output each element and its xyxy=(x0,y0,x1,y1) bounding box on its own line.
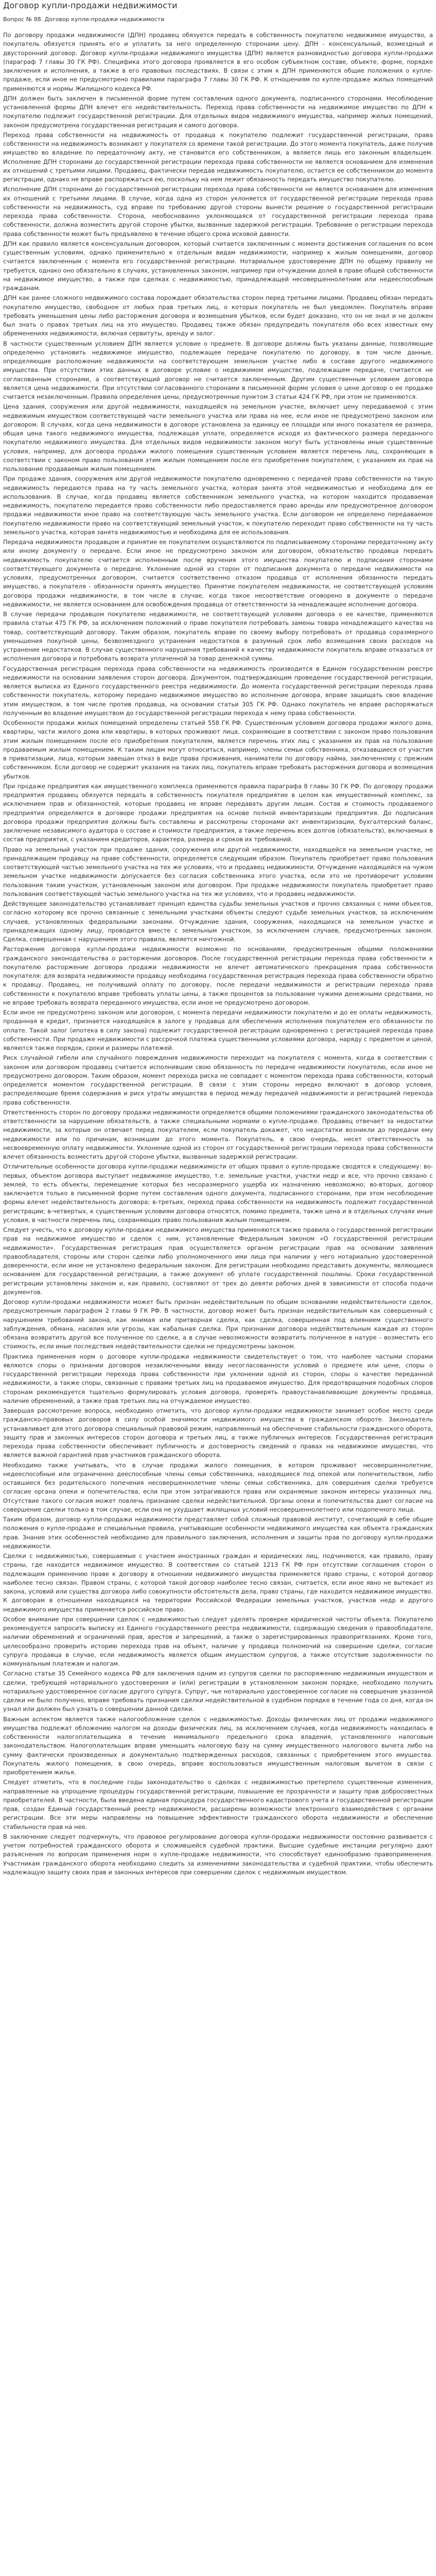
paragraph: Передача недвижимости продавцом и принятие ее покупателем осуществляются по подписываемому сторонами передаточному акту или иному документу о передаче. Если иное не предусмотрено законом или договором, обязательство продавца передать недвижимость покупателю считается исполненным после вручения этого имущества покупателю и подписания сторонами соответствующего документа о передаче. Уклонение одной из сторон от подписания документа о передаче недвижимости на условиях, предусмотренных договором, считается соответственно отказом продавца от исполнения обязанности передать имущество, а покупателя - обязанности принять имущество. Принятие покупателем недвижимости, не соответствующей условиям договора продажи недвижимости, в том числе в случае, когда такое несоответствие оговорено в документе о передаче недвижимости, не является основанием для освобождения продавца от ответственности за ненадлежащее исполнение договора. xyxy=(3,538,433,608)
paragraph: Государственная регистрация перехода права собственности на недвижимость производится в Едином государственном реестре недвижимости на основании заявления сторон договора. Документом, подтверждающим проведение государственной регистрации, является выписка из Единого государственного реестра недвижимости. До момента государственной регистрации перехода права собственности покупатель, которому передано недвижимое имущество во исполнение договора, вправе защищать свое владение этим имуществом, в том числе против продавца, на основании статьи 305 ГК РФ. Однако покупатель не вправе распоряжаться полученным во владение имуществом до государственной регистрации перехода к нему права собственности. xyxy=(3,665,433,717)
paragraph: Необходимо также учитывать, что в случае продажи жилого помещения, в котором проживают несовершеннолетние, недееспособные или ограниченно дееспособные члены семьи собственника, находящиеся под опекой или попечительством, либо оставшиеся без родительского попечения несовершеннолетние члены семьи собственника, для совершения сделки требуется согласие органа опеки и попечительства, если при этом затрагиваются права или охраняемые законом интересы указанных лиц. Отсутствие такого согласия может повлечь признание сделки недействительной. Органы опеки и попечительства дают согласие на совершение сделки только в том случае, если она не ухудшает жилищных условий несовершеннолетнего или подопечного лица. xyxy=(3,1461,433,1513)
paragraph: Особое внимание при совершении сделок с недвижимостью следует уделять проверке юридической чистоты объекта. Покупателю рекомендуется запросить выписку из Единого государственного реестра недвижимости, содержащую сведения о правообладателе, наличии обременений и ограничений прав, арестов и запрещений, а также о зарегистрированных правопритязаниях. Кроме того, целесообразно проверить историю перехода прав на объект, наличие у продавца полномочий на совершение сделки, согласие супруга продавца в случае, если недвижимость является общим имуществом супругов, а также отсутствие задолженности по коммунальным платежам и налогам. xyxy=(3,1615,433,1667)
paragraph: При продаже здания, сооружения или другой недвижимости покупателю одновременно с передачей права собственности на такую недвижимость передаются права на ту часть земельного участка, которая занята этой недвижимостью и необходима для ее использования. В случае, когда продавец является собственником земельного участка, на котором находится продаваемая недвижимость, покупателю передается право собственности либо предоставляется право аренды или предусмотренное договором продажи недвижимости иное право на соответствующую часть земельного участка. Если договором не определено передаваемое покупателю недвижимости право на соответствующий земельный участок, к покупателю переходит право собственности на ту часть земельного участка, которая занята недвижимостью и необходима для ее использования. xyxy=(3,475,433,536)
paragraph: Цена здания, сооружения или другой недвижимости, находящейся на земельном участке, включает цену передаваемой с этим недвижимым имуществом соответствующей части земельного участка или права на нее, если иное не предусмотрено законом или договором. В случаях, когда цена недвижимости в договоре установлена за единицу ее площади или иного показателя ее размера, общая цена такого недвижимого имущества, подлежащая уплате, определяется исходя из фактического размера переданного покупателю недвижимого имущества. Для отдельных видов недвижимости законом могут быть установлены иные существенные условия, например, для договора продажи жилого помещения существенным условием является перечень лиц, сохраняющих в соответствии с законом право пользования этим жилым помещением после его приобретения покупателем, с указанием их прав на пользование продаваемым жилым помещением. xyxy=(3,403,433,472)
paragraph: В частности существенным условием ДПН является условие о предмете. В договоре должны быть указаны данные, позволяющие определенно установить недвижимое имущество, подлежащее передаче покупателю по договору, в том числе данные, определяющие расположение недвижимости на соответствующем земельном участке либо в составе другого недвижимого имущества. При отсутствии этих данных в договоре условие о недвижимом имуществе, подлежащем передаче, считается не согласованным сторонами, а соответствующий договор не считается заключенным. Другим существенным условием договора является цена недвижимости. При отсутствии согласованного сторонами в письменной форме условия о цене договор о ее продаже считается незаключенным. Правила определения цены, предусмотренные пунктом 3 статьи 424 ГК РФ, при этом не применяются. xyxy=(3,340,433,400)
paragraph: Если иное не предусмотрено законом или договором, с момента передачи недвижимости покупателю и до ее оплаты недвижимость, проданная в кредит, признается находящейся в залоге у продавца для обеспечения исполнения покупателем его обязанности по оплате. Такой залог (ипотека в силу закона) подлежит государственной регистрации одновременно с регистрацией перехода права собственности. При продаже недвижимости с рассрочкой платежа существенными условиями договора, наряду с предметом и ценой, являются также порядок, сроки и размеры платежей. xyxy=(3,1009,433,1052)
paragraph: Таким образом, договор купли-продажи недвижимости представляет собой сложный правовой институт, сочетающий в себе общие положения о купле-продаже и специальные правила, учитывающие особенности недвижимого имущества как объекта гражданских прав. Знание этих особенностей необходимо для правильного заключения, исполнения и защиты прав по договору купли-продажи недвижимости. xyxy=(3,1516,433,1550)
paragraph: Ответственность сторон по договору продажи недвижимости определяется общими положениями гражданского законодательства об ответственности за нарушение обязательств, а также специальными нормами о купле-продаже. Продавец отвечает за недостатки недвижимости, за которые он отвечает перед покупателем, если покупатель докажет, что недостатки возникли до передачи ему недвижимости или по причинам, возникшим до этого момента. Покупатель, в свою очередь, несет ответственность за несвоевременную оплату недвижимости. Уклонение одной из сторон от государственной регистрации перехода права собственности влечет обязанность возместить другой стороне убытки, вызванные задержкой регистрации. xyxy=(3,1108,433,1160)
paragraph: Завершая рассмотрение вопроса, необходимо отметить, что договор купли-продажи недвижимости занимает особое место среди гражданско-правовых договоров в силу особой значимости недвижимого имущества в гражданском обороте. Законодатель устанавливает для этого договора специальный правовой режим, направленный на обеспечение стабильности гражданского оборота, защиту прав и законных интересов сторон договора и третьих лиц, а также публичных интересов. Государственная регистрация перехода права собственности обеспечивает публичность и достоверность сведений о правах на недвижимое имущество, что является важной гарантией прав участников гражданского оборота. xyxy=(3,1407,433,1459)
paragraph: Следует учесть, что к договору купли-продажи недвижимого имущества применяются также правила о государственной регистрации прав на недвижимое имущество и сделок с ним, установленные Федеральным законом «О государственной регистрации недвижимости». Государственная регистрация прав осуществляется органом регистрации прав на основании заявления правообладателя, стороны или сторон сделки либо уполномоченного ими лица при наличии у него нотариально удостоверенной доверенности, если иное не установлено федеральным законом. Для регистрации необходимо представить документы, являющиеся основанием для государственной регистрации, а также документ об уплате государственной пошлины. Сроки государственной регистрации установлены законом и, как правило, составляют от трех до девяти рабочих дней в зависимости от способа подачи документов. xyxy=(3,1226,433,1296)
paragraph: Особенности продажи жилых помещений определены статьей 558 ГК РФ. Существенным условием договора продажи жилого дома, квартиры, части жилого дома или квартиры, в которых проживают лица, сохраняющие в соответствии с законом право пользования этим жилым помещением после его приобретения покупателем, является перечень этих лиц с указанием их прав на пользование продаваемым жилым помещением. К таким лицам могут относиться, например, члены семьи собственника, отказавшиеся от участия в приватизации, лица, которым завещан отказ в виде права проживания, наниматели по договору найма, заключенному с прежним собственником. Если договор не содержит указания на таких лиц, покупатель вправе требовать расторжения договора и возмещения убытков. xyxy=(3,719,433,780)
paragraph: В случае передачи продавцом покупателю недвижимости, не соответствующей условиям договора о ее качестве, применяются правила статьи 475 ГК РФ, за исключением положений о праве покупателя потребовать замены товара ненадлежащего качества на товар, соответствующий договору. Таким образом, покупатель вправе по своему выбору потребовать от продавца соразмерного уменьшения покупной цены, безвозмездного устранения недостатков в разумный срок либо возмещения своих расходов на устранение недостатков. В случае существенного нарушения требований к качеству недвижимости покупатель вправе отказаться от исполнения договора и потребовать возврата уплаченной за товар денежной суммы. xyxy=(3,611,433,663)
paragraph: Переход права собственности на недвижимость от продавца к покупателю подлежит государственной регистрации, права собственности на недвижимость возникают у покупателя со времени такой регистрации. До этого момента покупатель, даже получив имущество во владение по передаточному акту, не становится его собственником, а является лишь его законным владельцем. Исполнение ДПН сторонами до государственной регистрации перехода права собственности не является основанием для изменения их отношений с третьими лицами. Продавец, фактически передав недвижимость покупателю, остается ее собственником до момента регистрации, однако не вправе распоряжаться ею, поскольку на нем лежит обязанность передать имущество покупателю. xyxy=(3,131,433,183)
paragraph: ДПН как правило является консенсуальным договором, который считается заключенным с момента достижения соглашения по всем существенным условиям, однако применительно к отдельным видам недвижимости, например к жилым помещениям, договор считается заключенным с момента его государственной регистрации. Нотариальное удостоверение ДПН по общему правилу не требуется, однако оно обязательно в случаях, установленных законом, например при отчуждении долей в праве общей собственности на недвижимое имущество, а также при сделках с недвижимостью, принадлежащей несовершеннолетним или недееспособным гражданам. xyxy=(3,240,433,292)
document-body xyxy=(3,31,433,1877)
paragraph: Исполнение ДПН сторонами до государственной регистрации перехода права собственности не является основанием для изменения их отношений с третьими лицами. В случае, когда одна из сторон уклоняется от государственной регистрации перехода права собственности на недвижимость, суд вправе по требованию другой стороны вынести решение о государственной регистрации перехода права собственности. Сторона, необоснованно уклоняющаяся от государственной регистрации перехода права собственности, должна возместить другой стороне убытки, вызванные задержкой регистрации. Требование о регистрации перехода права собственности может быть предъявлено в течение общего срока исковой давности. xyxy=(3,185,433,238)
paragraph: Следует отметить, что в последние годы законодательство о сделках с недвижимостью претерпело существенные изменения, направленные на упрощение процедуры государственной регистрации, повышение ее прозрачности и защиту прав добросовестных приобретателей. В частности, была введена единая процедура государственного кадастрового учета и государственной регистрации прав, создан Единый государственный реестр недвижимости, расширены возможности электронного взаимодействия с органами регистрации. Все эти меры направлены на повышение эффективности гражданского оборота недвижимости и обеспечение стабильности прав на нее. xyxy=(3,1778,433,1831)
question-heading: Вопрос № 88. Договор купли-продажи недвижимости xyxy=(3,16,165,23)
paragraph: Действующее законодательство устанавливает принцип единства судьбы земельных участков и прочно связанных с ними объектов, согласно которому все прочно связанные с земельными участками объекты следуют судьбе земельных участков, за исключением случаев, установленных федеральными законами. Отчуждение здания, сооружения, находящихся на земельном участке и принадлежащих одному лицу, проводится вместе с земельным участком, за исключением случаев, предусмотренных законом. Сделка, совершенная с нарушением этого правила, является ничтожной. xyxy=(3,900,433,943)
paragraph: По договору продажи недвижимости (ДПН) продавец обязуется передать в собственность покупателю недвижимое имущество, а покупатель обязуется принять его и уплатить за него определенную сторонами цену. ДПН - консенсуальный, возмездный и двусторонний договор. Договор купли-продажи недвижимого имущества (ДПН) является разновидностью договора купли-продажи (параграф 7 главы 30 ГК РФ). Специфика этого договора проявляется в его особом субъектном составе, объекте, форме, порядке заключения и исполнения, а также в его правовых последствиях. В связи с этим к ДПН применяются общие положения о купле-продаже, если иное не предусмотрено правилами параграфа 7 главы 30 ГК РФ. К отношениям по купле-продаже жилых помещений применяются и нормы Жилищного кодекса РФ. xyxy=(3,31,433,92)
paragraph: Расторжение договора купли-продажи недвижимости возможно по основаниям, предусмотренным общими положениями гражданского законодательства о расторжении договоров. После государственной регистрации перехода права собственности к покупателю расторжение договора продажи недвижимости не влечет автоматического прекращения права собственности покупателя: для возврата недвижимости продавцу необходима государственная регистрация перехода права собственности обратно к продавцу. Продавец, не получивший оплату по договору, после передачи недвижимости и регистрации перехода права собственности к покупателю вправе требовать уплаты цены, а также процентов за пользование чужими денежными средствами, но не вправе требовать возврата переданного имущества, если иное не предусмотрено договором. xyxy=(3,945,433,1006)
paragraph: Сделки с недвижимостью, совершаемые с участием иностранных граждан и юридических лиц, подчиняются, как правило, праву страны, где находится недвижимое имущество. В соответствии со статьей 1213 ГК РФ при отсутствии соглашения сторон о подлежащем применению праве к договору в отношении недвижимого имущества применяется право страны, с которой договор наиболее тесно связан. Правом страны, с которой такой договор наиболее тесно связан, считается, если иное явно не вытекает из закона, условий или существа договора либо совокупности обстоятельств дела, право страны, где находится недвижимое имущество. К договорам в отношении находящихся на территории Российской Федерации земельных участков, участков недр и другого недвижимого имущества применяется российское право. xyxy=(3,1552,433,1613)
paragraph: При продаже предприятия как имущественного комплекса применяются правила параграфа 8 главы 30 ГК РФ. По договору продажи предприятия продавец обязуется передать в собственность покупателя предприятие в целом как имущественный комплекс, за исключением прав и обязанностей, которые продавец не вправе передавать другим лицам. Состав и стоимость продаваемого предприятия определяются в договоре продажи предприятия на основе полной инвентаризации предприятия. До подписания договора продажи предприятия должны быть составлены и рассмотрены сторонами акт инвентаризации, бухгалтерский баланс, заключение независимого аудитора о составе и стоимости предприятия, а также перечень всех долгов (обязательств), включаемых в состав предприятия, с указанием кредиторов, характера, размера и сроков их требований. xyxy=(3,782,433,843)
paragraph: Практика применения норм о договоре купли-продажи недвижимости свидетельствует о том, что наиболее частыми спорами являются споры о признании договоров незаключенными ввиду несогласованности условий о предмете или цене, споры о государственной регистрации перехода права собственности при уклонении одной из сторон, споры о качестве переданной недвижимости, а также споры, связанные с правами третьих лиц на продаваемое имущество. Для предотвращения подобных споров сторонам рекомендуется тщательно формулировать условия договора, проверять правоустанавливающие документы продавца, наличие обременений, а также прав третьих лиц на отчуждаемое имущество. xyxy=(3,1352,433,1404)
paragraph: Право на земельный участок при продаже здания, сооружения или другой недвижимости, находящейся на земельном участке, не принадлежащем продавцу на праве собственности, определяется следующим образом. Покупатель приобретает право пользования соответствующей частью земельного участка на тех же условиях, что и продавец недвижимости. Отчуждение находящейся на чужом земельном участке недвижимости допускается без согласия собственника этого участка, если это не противоречит условиям пользования таким участком, установленным законом или договором. При продаже недвижимости покупатель приобретает право пользования соответствующей частью земельного участка на тех же условиях, что и продавец недвижимости. xyxy=(3,845,433,897)
paragraph: Договор купли-продажи недвижимости может быть признан недействительным по общим основаниям недействительности сделок, предусмотренным параграфом 2 главы 9 ГК РФ. В частности, договор может быть признан недействительным как совершенный с нарушением требований закона, как мнимая или притворная сделка, как сделка, совершенная под влиянием существенного заблуждения, обмана, насилия или угрозы, как кабальная сделка. При признании договора недействительным каждая из сторон обязана возвратить другой все полученное по сделке, а в случае невозможности возвратить полученное в натуре - возместить его стоимость, если иные последствия недействительности сделки не предусмотрены законом. xyxy=(3,1298,433,1350)
paragraph: Важным аспектом является также налогообложение сделок с недвижимостью. Доходы физических лиц от продажи недвижимого имущества подлежат обложению налогом на доходы физических лиц, за исключением случаев, когда недвижимость находилась в собственности налогоплательщика в течение минимального предельного срока владения, установленного налоговым законодательством. Налогоплательщик вправе уменьшить налоговую базу на сумму имущественного налогового вычета либо на сумму фактически произведенных и документально подтвержденных расходов, связанных с приобретением этого имущества. Покупатель жилого помещения, в свою очередь, вправе воспользоваться имущественным налоговым вычетом в связи с приобретением жилья. xyxy=(3,1715,433,1776)
paragraph: ДПН как ранее сложного недвижимого состава порождает обязательства сторон перед третьими лицами. Продавец обязан передать покупателю имущество, свободное от любых прав третьих лиц, о которых покупатель не был уведомлен. Покупатель вправе требовать уменьшения цены либо расторжения договора и возмещения убытков, если будет доказано, что он не знал и не должен был знать о правах третьих лиц на это имущество. Продавец также обязан предупредить покупателя обо всех известных ему обременениях недвижимости, включая сервитуты, аренду и залог. xyxy=(3,294,433,337)
paragraph: ДПН должен быть заключен в письменной форме путем составления одного документа, подписанного сторонами. Несоблюдение установленной формы ДПН влечет его недействительность. Переход права собственности на недвижимое имущество по ДПН к покупателю подлежит государственной регистрации. Для отдельных видов недвижимого имущества, например жилых помещений, законом предусмотрена государственная регистрация и самого договора. xyxy=(3,94,433,129)
paragraph: Отличительные особенности договора купли-продажи недвижимости от общих правил о купле-продаже сводятся к следующему: во-первых, объектом договора выступает недвижимое имущество, т.е. земельные участки, участки недр и все, что прочно связано с землей, то есть объекты, перемещение которых без несоразмерного ущерба их назначению невозможно; во-вторых, договор заключается только в письменной форме путем составления одного документа, подписанного сторонами, при этом несоблюдение формы влечет недействительность договора; в-третьих, переход права собственности на недвижимость подлежит государственной регистрации; в-четвертых, к существенным условиям договора относятся, помимо предмета, также цена и в отдельных случаях иные условия, в частности перечень лиц, сохраняющих право пользования жилым помещением. xyxy=(3,1163,433,1224)
paragraph: Согласно статье 35 Семейного кодекса РФ для заключения одним из супругов сделки по распоряжению недвижимым имуществом и сделки, требующей нотариального удостоверения и (или) регистрации в установленном законом порядке, необходимо получить нотариально удостоверенное согласие другого супруга. Супруг, чье нотариально удостоверенное согласие на совершение указанной сделки не было получено, вправе требовать признания сделки недействительной в судебном порядке в течение года со дня, когда он узнал или должен был узнать о совершении данной сделки. xyxy=(3,1670,433,1713)
paragraph: В заключение следует подчеркнуть, что правовое регулирование договора купли-продажи недвижимости постоянно развивается с учетом потребностей гражданского оборота и сложившейся судебной практики. Высшие судебные инстанции регулярно дают разъяснения по вопросам применения норм о купле-продаже недвижимости, что способствует единообразию правоприменения. Участникам гражданского оборота необходимо следить за изменениями законодательства и судебной практики, чтобы обеспечить надлежащую защиту своих прав и законных интересов при совершении сделок с недвижимым имуществом. xyxy=(3,1833,433,1876)
paragraph: Риск случайной гибели или случайного повреждения недвижимости переходит на покупателя с момента, когда в соответствии с законом или договором продавец считается исполнившим свою обязанность по передаче недвижимости покупателю, если иное не предусмотрено договором. Таким образом, момент перехода риска не совпадает с моментом перехода права собственности, который определяется моментом государственной регистрации. В связи с этим стороны нередко включают в договор условия, распределяющие бремя содержания и риск утраты имущества в период между передачей недвижимости и регистрацией перехода права собственности. xyxy=(3,1054,433,1106)
page-title: Договор купли-продажи недвижимости xyxy=(3,1,178,10)
